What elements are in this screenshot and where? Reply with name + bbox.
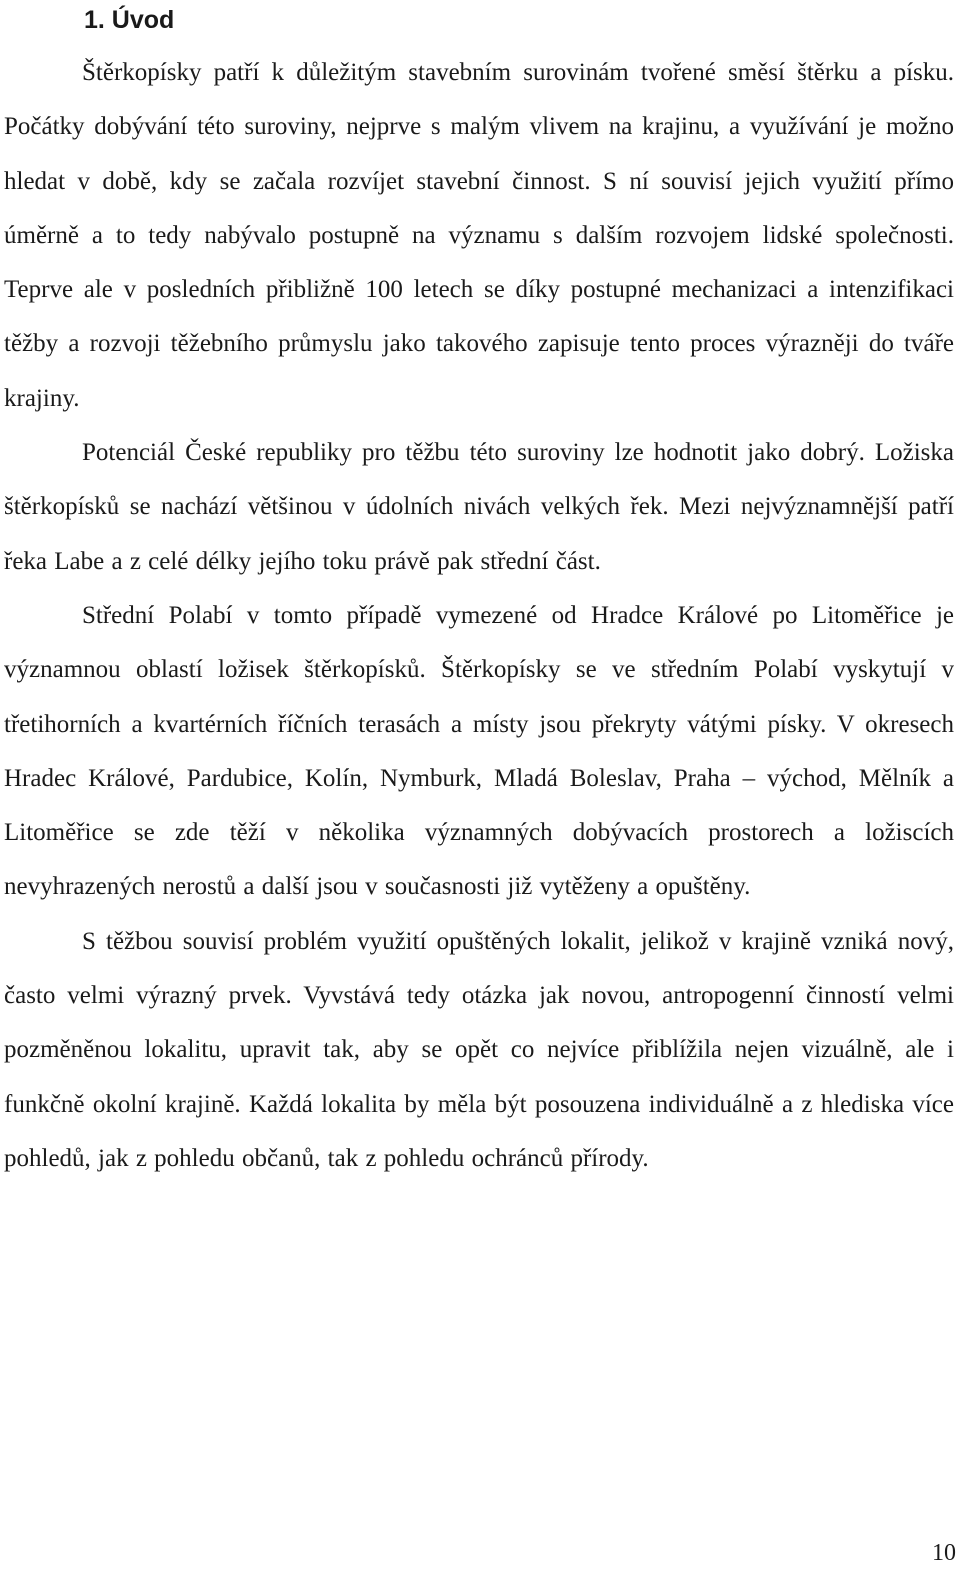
- paragraph-abandoned-sites: S těžbou souvisí problém využití opuštěných lokalit, jelikož v krajině vzniká nový, často velmi výrazný prvek. Vyvstává tedy otázka jak novou, antropogenní činností velmi pozměněnou lokalitu, upravit tak, aby se opět co nejvíce přiblížila nejen vizuálně, ale i funkčně okolní krajině. Každá lokalita by měla být posouzena individuálně a z hlediska více pohledů, jak z pohledu občanů, tak z pohledu ochránců přírody.: [4, 927, 954, 1172]
- section-heading: 1. Úvod: [84, 6, 175, 34]
- section-body: [4, 46, 954, 1186]
- page-number: 10: [932, 1540, 956, 1566]
- paragraph-potential: Potenciál České republiky pro těžbu této suroviny lze hodnotit jako dobrý. Ložiska štěrkopísků se nachází většinou v údolních nivách velkých řek. Mezi nejvýznamnější patří řeka Labe a z celé délky jejího toku právě pak střední část.: [4, 439, 954, 575]
- paragraph-central-polabi: Střední Polabí v tomto případě vymezené od Hradce Králové po Litoměřice je významnou oblastí ložisek štěrkopísků. Štěrkopísky se ve středním Polabí vyskytují v třetihorních a kvartérních říčních terasách a místy jsou překryty vátými písky. V okresech Hradec Králové, Pardubice, Kolín, Nymburk, Mladá Boleslav, Praha – východ, Mělník a Litoměřice se zde těží v několika významných dobývacích prostorech a ložiscích nevyhrazených nerostů a další jsou v současnosti již vytěženy a opuštěny.: [4, 601, 954, 901]
- paragraph-intro: Štěrkopísky patří k důležitým stavebním surovinám tvořené směsí štěrku a písku. Počátky dobývání této suroviny, nejprve s malým vlivem na krajinu, a využívání je možno hledat v době, kdy se začala rozvíjet stavební činnost. S ní souvisí jejich využití přímo úměrně a to tedy nabývalo postupně na významu s dalším rozvojem lidské společnosti. Teprve ale v posledních přibližně 100 letech se díky postupné mechanizaci a intenzifikaci těžby a rozvoji těžebního průmyslu jako takového zapisuje tento proces výrazněji do tváře krajiny.: [4, 59, 954, 412]
